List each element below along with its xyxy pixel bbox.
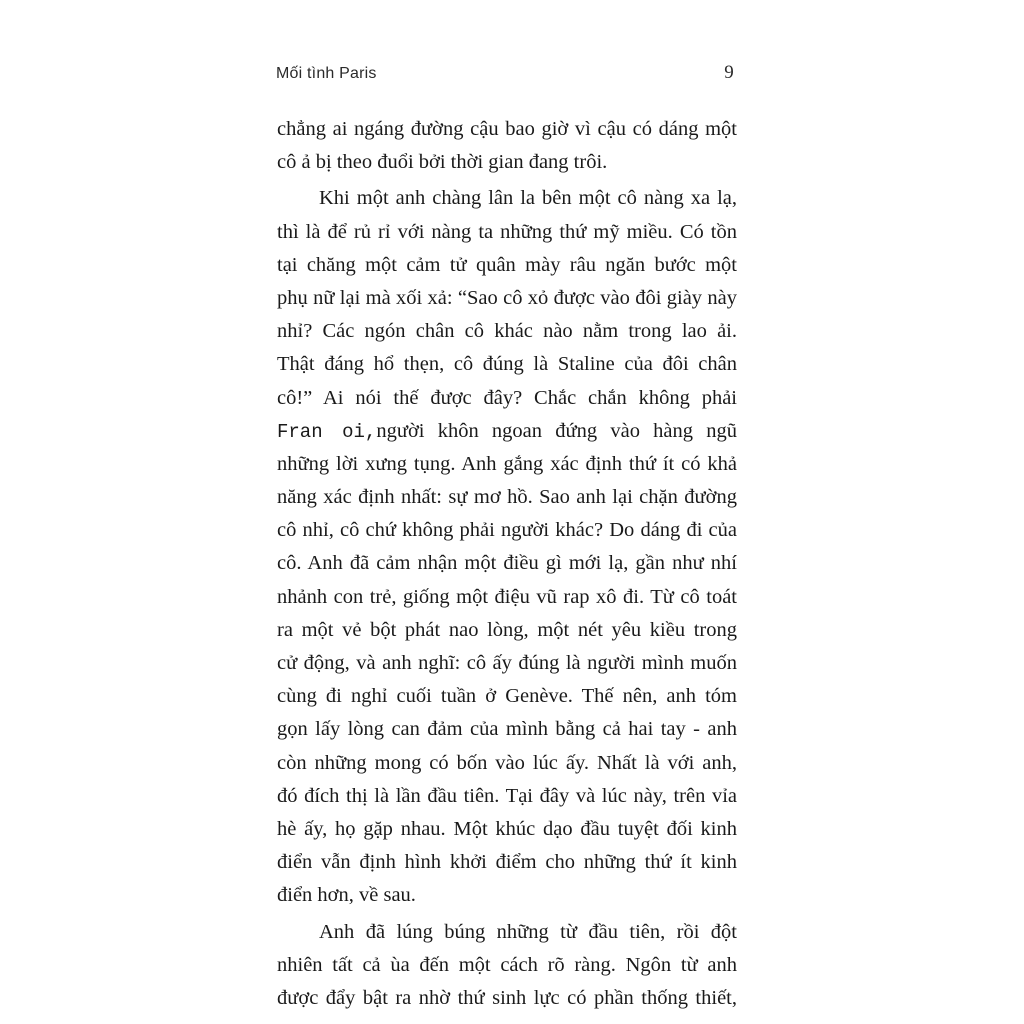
running-head-title: Mối tình Paris — [276, 65, 377, 82]
text-line: cùng đi nghỉ cuối tuần ở Genève. Thế nên, anh tóm — [277, 685, 737, 708]
text-line: hè ấy, họ gặp nhau. Một khúc dạo đầu tuyệt đối kinh — [277, 817, 737, 840]
page-number: 9 — [724, 62, 734, 83]
text-line: tại chăng một cảm tử quân mày râu ngăn bước một — [277, 253, 737, 276]
garbled-name-token: Fran oi, — [277, 420, 377, 443]
text-line: Anh đã lúng búng những từ đầu tiên, rồi đột — [319, 920, 737, 943]
text-line: năng xác định nhất: sự mơ hồ. Sao anh lại chặn đường — [277, 486, 737, 509]
text-line: nhỉ? Các ngón chân cô khác nào nằm trong lao ải. — [277, 320, 737, 343]
text-line: Thật đáng hổ thẹn, cô đúng là Staline của đôi chân — [277, 353, 737, 376]
text-line: thì là để rủ rỉ với nàng ta những thứ mỹ miều. Có tồn — [277, 220, 737, 243]
text-line: chẳng ai ngáng đường cậu bao giờ vì cậu có dáng một — [277, 118, 737, 140]
text-line: điển vẫn định hình khởi điểm cho những thứ ít kinh — [277, 851, 737, 874]
text-line: cô nhỉ, cô chứ không phải người khác? Do dáng đi của — [277, 519, 737, 542]
text-line: những lời xưng tụng. Anh gắng xác định thứ ít có khả — [277, 452, 737, 475]
text-line: đó đích thị là lần đầu tiên. Tại đây và lúc này, trên vỉa — [277, 784, 737, 807]
running-head — [276, 62, 738, 88]
text-line: được đẩy bật ra nhờ thứ sinh lực có phần thống thiết, — [277, 986, 737, 1009]
body-text — [277, 113, 737, 1015]
text-line: Khi một anh chàng lân la bên một cô nàng xa lạ, — [319, 187, 737, 210]
text-line: cô!” Ai nói thế được đây? Chắc chắn không phải — [277, 386, 737, 409]
text-line: điển hơn, về sau. — [277, 884, 416, 907]
text-line: còn những mong có bốn vào lúc ấy. Nhất là với anh, — [277, 751, 737, 774]
text-line: Fran oi,người khôn ngoan đứng vào hàng ngũ — [277, 419, 737, 443]
text-line: nhảnh con trẻ, giống một điệu vũ rap xô đi. Từ cô toát — [277, 585, 737, 608]
text-line: ra một vẻ bột phát nao lòng, một nét yêu kiều trong — [277, 618, 737, 641]
text-line: cô. Anh đã cảm nhận một điều gì mới lạ, gần như nhí — [277, 552, 737, 575]
text-line: cô ả bị theo đuổi bởi thời gian đang trôi. — [277, 151, 608, 174]
text-line: nhiên tất cả ùa đến một cách rõ ràng. Ngôn từ anh — [277, 953, 737, 976]
text-line: gọn lấy lòng can đảm của mình bằng cả hai tay - anh — [277, 718, 737, 741]
text-line: phụ nữ lại mà xối xả: “Sao cô xỏ được vào đôi giày này — [277, 286, 737, 309]
text-line: cử động, và anh nghĩ: cô ấy đúng là người mình muốn — [277, 652, 737, 674]
